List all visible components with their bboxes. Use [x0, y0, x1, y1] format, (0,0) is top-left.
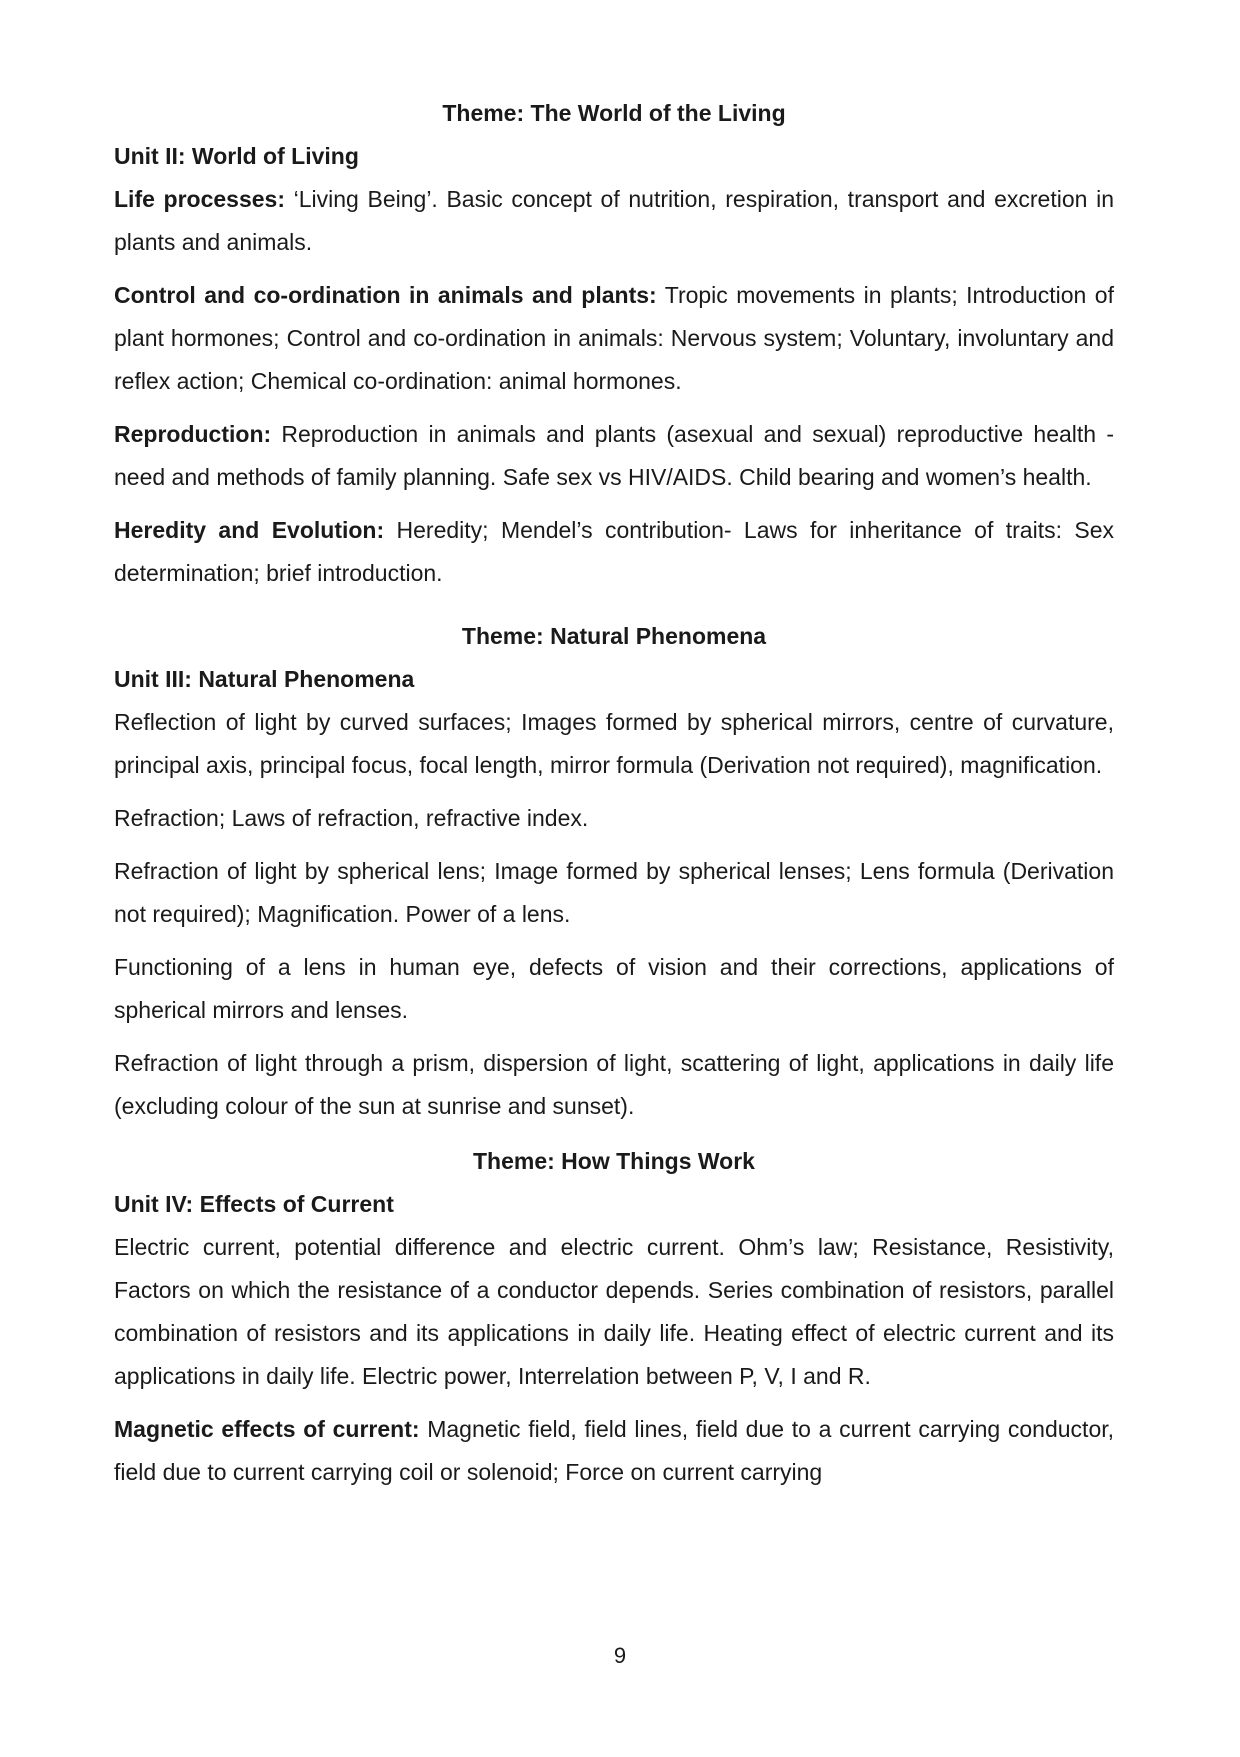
paragraph-electric-current: [114, 1226, 1114, 1398]
paragraph-text: Magnetic field, field lines, field due to a current carrying conductor, field due to current carrying coil or solenoid; Force on current carrying: [114, 1416, 1115, 1485]
paragraph-heredity-evolution: [114, 509, 1114, 595]
paragraph-magnetic-effects: [114, 1408, 1114, 1494]
paragraph-reflection: Reflection of light by curved surfaces; Images formed by spherical mirrors, centre of curvature, principal axis, principal focus, focal length, mirror formula (Derivation not required), magnification.: [114, 709, 1114, 778]
paragraph-control-coordination: [114, 274, 1114, 403]
paragraph-life-processes: [114, 178, 1114, 264]
paragraph-heading: Life processes:: [114, 186, 285, 212]
document-page: [114, 96, 1114, 1504]
unit-heading-effects-of-current: Unit IV: Effects of Current: [114, 1191, 394, 1217]
theme-heading-living: Theme: The World of the Living: [442, 100, 786, 126]
paragraph-text: Tropic movements in plants; Introduction of plant hormones; Control and co-ordination in animals: Nervous system; Voluntary, involuntary and reflex action; Chemical co-ordination: animal hormones.: [114, 282, 1114, 394]
paragraph-prism: Refraction of light through a prism, dispersion of light, scattering of light, applications in daily life (excluding colour of the sun at sunrise and sunset).: [114, 1050, 1114, 1119]
paragraph-reproduction: [114, 413, 1114, 499]
paragraph-text: ‘Living Being’. Basic concept of nutrition, respiration, transport and excretion in plants and animals.: [114, 186, 1114, 255]
unit-heading-world-of-living: Unit II: World of Living: [114, 143, 359, 169]
page-number: 9: [613, 1643, 627, 1668]
paragraph-heading: Heredity and Evolution:: [114, 517, 385, 543]
theme-heading-natural-phenomena: Theme: Natural Phenomena: [461, 623, 767, 649]
paragraph-refraction-laws: Refraction; Laws of refraction, refractive index.: [114, 805, 589, 831]
paragraph-text: Reproduction in animals and plants (asexual and sexual) reproductive health - need and methods of family planning. Safe sex vs HIV/AIDS. Child bearing and women’s health.: [114, 421, 1114, 490]
paragraph-heading: Control and co-ordination in animals and plants:: [114, 282, 657, 308]
paragraph-heading: Magnetic effects of current:: [114, 1416, 420, 1442]
paragraph-text: Electric current, potential difference and electric current. Ohm’s law; Resistance, Resistivity, Factors on which the resistance of a conductor depends. Series combination of resistors, parallel combination of resistors and its applications in daily life. Heating effect of electric current and its applications in daily life. Electric power, Interrelation between P, V, I and R.: [114, 1234, 1114, 1389]
theme-heading-how-things-work: Theme: How Things Work: [473, 1148, 755, 1174]
paragraph-heading: Reproduction:: [114, 421, 272, 447]
unit-heading-natural-phenomena: Unit III: Natural Phenomena: [114, 666, 415, 692]
paragraph-text: Heredity; Mendel’s contribution- Laws for inheritance of traits: Sex determination; brief introduction.: [114, 517, 1114, 586]
paragraph-human-eye: Functioning of a lens in human eye, defects of vision and their corrections, applications of spherical mirrors and lenses.: [114, 954, 1114, 1023]
paragraph-spherical-lens: Refraction of light by spherical lens; Image formed by spherical lenses; Lens formula (Derivation not required); Magnification. Power of a lens.: [114, 858, 1114, 927]
